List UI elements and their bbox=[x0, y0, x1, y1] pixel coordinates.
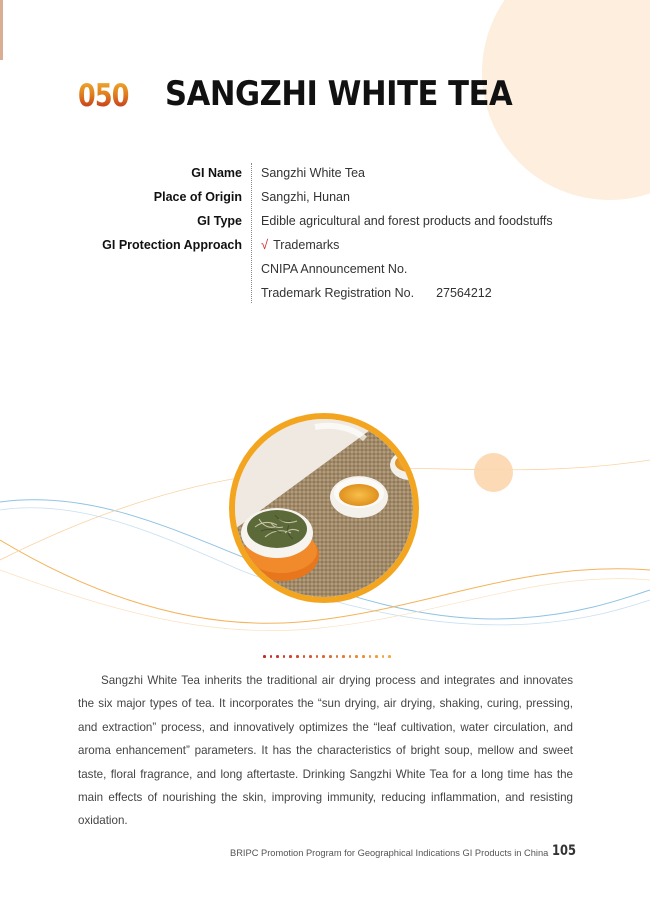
separator-dot bbox=[336, 655, 339, 658]
value-trademark-registration bbox=[261, 283, 553, 307]
trademark-registration-label: Trademark Registration No. bbox=[261, 286, 415, 300]
value-protection-text: Trademarks bbox=[273, 238, 340, 252]
separator-dot bbox=[322, 655, 325, 658]
separator-dot bbox=[342, 655, 345, 658]
entry-number: 050 bbox=[78, 78, 129, 114]
separator-dot bbox=[303, 655, 306, 658]
separator-dot bbox=[289, 655, 292, 658]
label-gi-name: GI Name bbox=[191, 166, 242, 180]
separator-dot bbox=[355, 655, 358, 658]
page-title: SANGZHI WHITE TEA bbox=[165, 74, 513, 114]
label-gi-type: GI Type bbox=[197, 214, 242, 228]
separator-dot bbox=[263, 655, 266, 658]
value-cnipa-announcement: CNIPA Announcement No. bbox=[261, 262, 408, 276]
separator-dot bbox=[382, 655, 385, 658]
trademark-registration-number: 27564212 bbox=[436, 286, 492, 300]
separator-dot bbox=[276, 655, 279, 658]
dotted-separator bbox=[263, 655, 391, 661]
separator-dot bbox=[388, 655, 391, 658]
value-protection bbox=[261, 235, 553, 259]
separator-dot bbox=[270, 655, 273, 658]
footer-program: BRIPC Promotion Program for Geographical Indications GI Products in China bbox=[230, 848, 549, 858]
info-divider bbox=[251, 163, 252, 303]
tea-photo bbox=[229, 413, 419, 603]
decorative-circle-small bbox=[474, 453, 513, 492]
separator-dot bbox=[362, 655, 365, 658]
separator-dot bbox=[329, 655, 332, 658]
separator-dot bbox=[296, 655, 299, 658]
separator-dot bbox=[309, 655, 312, 658]
separator-dot bbox=[316, 655, 319, 658]
label-gi-protection-approach: GI Protection Approach bbox=[102, 238, 242, 252]
info-values bbox=[261, 163, 553, 307]
checkmark-icon: √ bbox=[261, 237, 269, 252]
value-gi-name: Sangzhi White Tea bbox=[261, 166, 365, 180]
separator-dot bbox=[375, 655, 378, 658]
info-labels bbox=[80, 163, 242, 259]
tea-illustration bbox=[235, 419, 413, 597]
page-edge-mark bbox=[0, 0, 3, 60]
value-gi-type: Edible agricultural and forest products and foodstuffs bbox=[261, 214, 553, 228]
separator-dot bbox=[349, 655, 352, 658]
value-place-of-origin: Sangzhi, Hunan bbox=[261, 190, 350, 204]
separator-dot bbox=[283, 655, 286, 658]
separator-dot bbox=[369, 655, 372, 658]
label-place-of-origin: Place of Origin bbox=[153, 190, 242, 204]
page-number: 105 bbox=[552, 843, 576, 859]
description-paragraph: Sangzhi White Tea inherits the traditional air drying process and integrates and innovates the six major types of tea. It incorporates the “sun drying, air drying, shaking, curing, pressing, and extraction” process, and innovatively optimizes the “leaf cultivation, water circulation, and aroma enhancement” parameters. It has the characteristics of bright soup, mellow and sweet taste, floral fragrance, and long aftertaste. Drinking Sangzhi White Tea for a long time has the main effects of nourishing the skin, improving immunity, reducing inflammation, and resisting oxidation. bbox=[78, 674, 573, 828]
